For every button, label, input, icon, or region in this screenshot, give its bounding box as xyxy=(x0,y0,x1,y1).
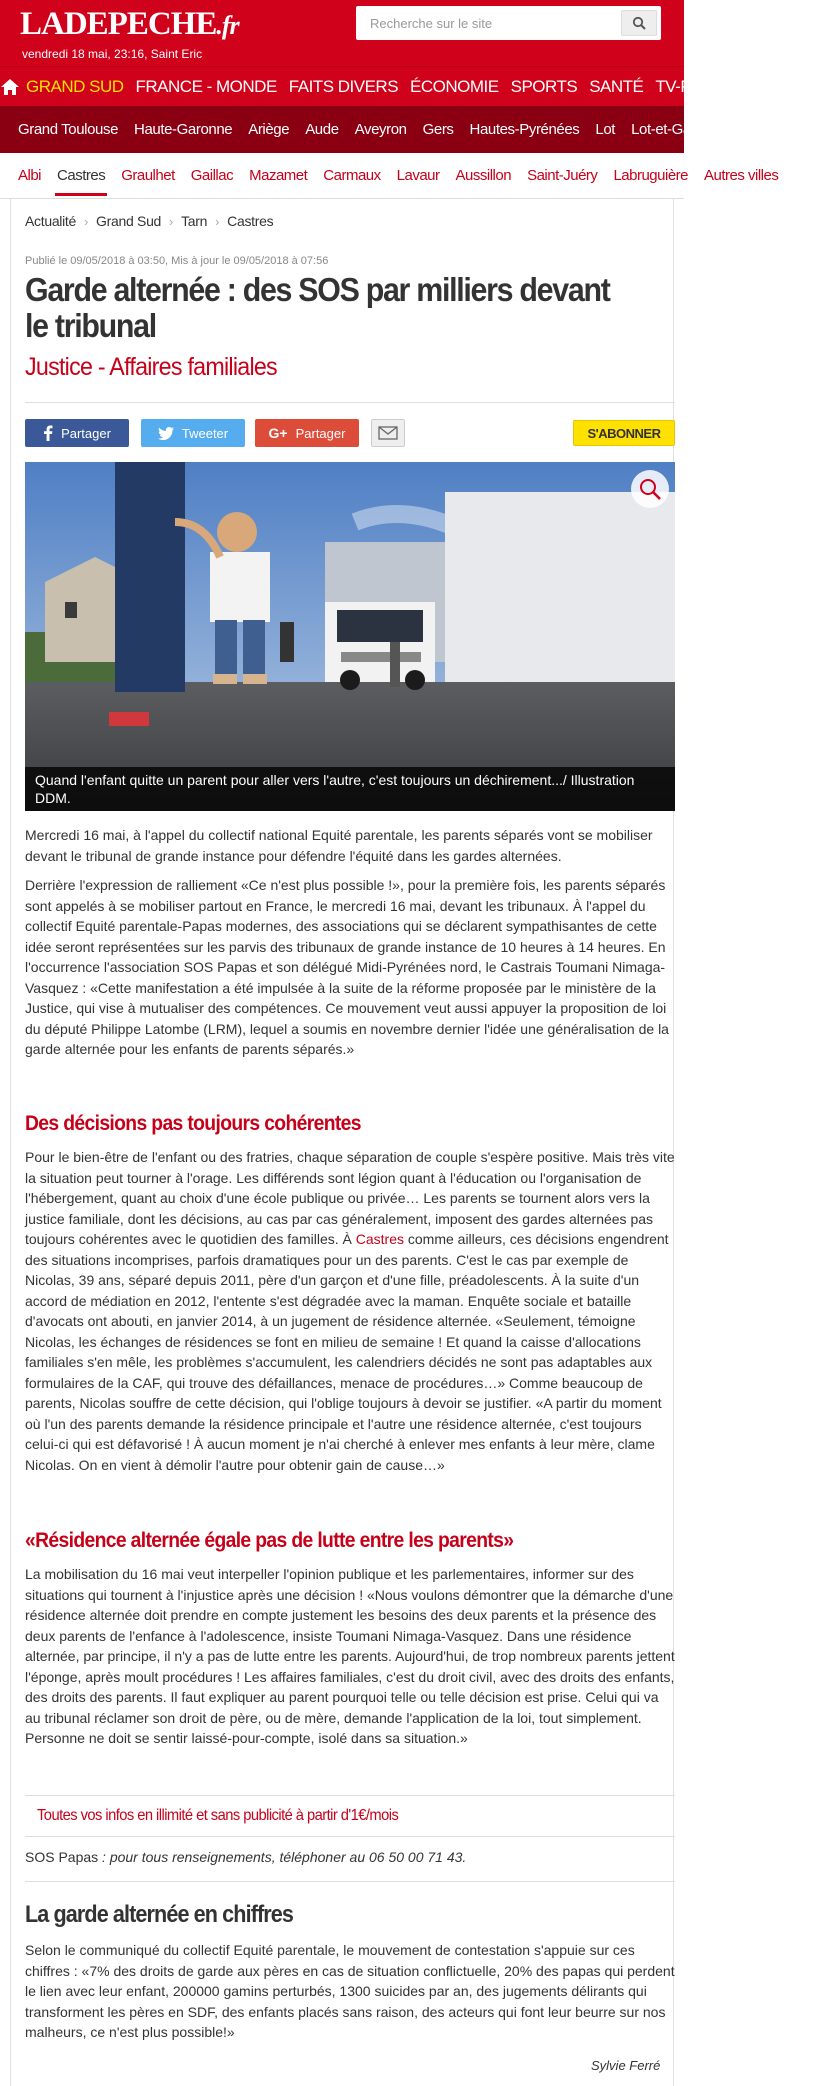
sos-label: SOS Papas xyxy=(25,1849,99,1865)
magnifier-icon xyxy=(638,477,662,501)
search-button[interactable] xyxy=(621,10,657,36)
email-share-button[interactable] xyxy=(371,419,405,447)
dept-aveyron[interactable]: Aveyron xyxy=(354,121,407,138)
nav-france-monde[interactable]: FRANCE - MONDE xyxy=(135,76,277,96)
zoom-button[interactable] xyxy=(631,470,669,508)
city-carmaux[interactable]: Carmaux xyxy=(323,166,381,184)
nav-grand-sud[interactable]: GRAND SUD xyxy=(26,76,124,96)
article-title: Garde alternée : des SOS par milliers devant le tribunal xyxy=(25,271,610,344)
paragraph-3-part-1: Pour le bien-être de l'enfant ou des fratries, chaque séparation de couple s'espère positive. Mais très vite la situation peut tourner à l'orage. Les différends sont légion quant à l'éducation ou l'organisation de l'hébergement, quant au choix d'une école publique ou privée… Les parents se tournent alors vers la justice familiale, dont les décisions, au cas par cas généralement, imposent des gardes alternées pas toujours cohérentes avec le quotidien des familles. À xyxy=(25,1149,675,1247)
google-plus-share-button[interactable] xyxy=(255,419,359,447)
dept-hautes-pyrenees[interactable]: Hautes-Pyrénées xyxy=(469,121,580,138)
department-nav xyxy=(0,106,728,153)
main-nav xyxy=(0,66,821,106)
article-container xyxy=(10,199,674,2086)
nav-sante[interactable]: SANTÉ xyxy=(589,76,644,96)
home-button[interactable] xyxy=(0,67,20,107)
article-subheading-2: «Résidence alternée égale pas de lutte entre les parents» xyxy=(25,1529,514,1552)
chevron-right-icon: › xyxy=(84,213,89,229)
city-aussillon[interactable]: Aussillon xyxy=(455,166,512,184)
dept-ariege[interactable]: Ariège xyxy=(248,121,290,138)
search-icon xyxy=(632,16,646,30)
article-paragraph-2: Derrière l'expression de ralliement «Ce n'est plus possible !», pour la première fois, les parents séparés sont appelés à se mobiliser partout en France, le mercredi 16 mai, devant les tribunaux. À l'appel du collectif Equité parentale-Papas modernes, des associations qui se déclarent sympathisantes de cette idée seront représentées sur les parvis des tribunaux de grande instance de 10 heures à 14 heures. En l'occurrence l'association SOS Papas et son délégué Midi-Pyrénées nord, le Castrais Toumani Nimaga-Vasquez : «Cette manifestation a été impulsée à la suite de la réforme proposée par le ministère de la Justice, qui vise à mutualiser des compétences. Ce mouvement veut aussi appuyer la proposition de loi du député Philippe Latombe (LRM), lequel a soumis en novembre dernier l'idée une généralisation de la garde alternée pour les enfants de parents séparés.» xyxy=(25,877,669,1057)
article-paragraph-3 xyxy=(25,1147,675,1475)
castres-link[interactable]: Castres xyxy=(355,1231,404,1247)
nav-loisirs[interactable]: LOISIRS xyxy=(757,76,821,96)
twitter-icon xyxy=(158,427,174,440)
dept-grand-toulouse[interactable]: Grand Toulouse xyxy=(18,121,119,138)
breadcrumb-castres[interactable]: Castres xyxy=(227,213,274,229)
dept-lot-et-garonne[interactable]: Lot-et-Garonne xyxy=(631,121,728,138)
photo-caption: Quand l'enfant quitte un parent pour aller vers l'autre, c'est toujours un déchirement.../ Illustration DDM. xyxy=(25,767,675,811)
city-saint-juery[interactable]: Saint-Juéry xyxy=(527,166,598,184)
facebook-icon xyxy=(43,425,53,441)
home-icon xyxy=(0,78,20,96)
city-autres-villes[interactable]: Autres villes xyxy=(704,166,779,184)
nav-economie[interactable]: ÉCONOMIE xyxy=(410,76,499,96)
sos-papas-info xyxy=(25,1849,466,1865)
google-plus-icon: G+ xyxy=(268,425,288,441)
publish-date: Publié le 09/05/2018 à 03:50, Mis à jour le 09/05/2018 à 07:56 xyxy=(25,255,329,267)
sos-contact: : pour tous renseignements, téléphoner au 06 50 00 71 43. xyxy=(98,1849,467,1865)
facebook-share-button[interactable] xyxy=(25,419,129,447)
divider xyxy=(25,1881,675,1882)
facebook-share-label: Partager xyxy=(61,425,111,441)
promo-text: Toutes vos infos en illimité et sans publicité à partir d'1€/mois xyxy=(37,1807,399,1824)
city-mazamet[interactable]: Mazamet xyxy=(249,166,308,184)
article-paragraph-1: Mercredi 16 mai, à l'appel du collectif national Equité parentale, les parents séparés vont se mobiliser devant le tribunal de grande instance pour défendre l'équité dans les gardes alternées. xyxy=(25,827,653,864)
dept-aude[interactable]: Aude xyxy=(305,121,339,138)
chevron-right-icon: › xyxy=(169,213,174,229)
site-header xyxy=(0,0,684,66)
site-logo[interactable]: LADEPECHE.fr xyxy=(20,6,239,42)
chevron-right-icon: › xyxy=(215,213,220,229)
subscribe-button[interactable]: S'ABONNER xyxy=(573,420,675,446)
article-section: Justice - Affaires familiales xyxy=(25,353,277,381)
article-photo[interactable] xyxy=(25,462,675,811)
breadcrumb-tarn[interactable]: Tarn xyxy=(181,213,208,229)
city-albi[interactable]: Albi xyxy=(18,166,42,184)
envelope-icon xyxy=(378,426,398,440)
divider xyxy=(25,402,675,403)
city-gaillac[interactable]: Gaillac xyxy=(190,166,234,184)
nav-tv-people[interactable]: TV-PEOPLE xyxy=(655,76,746,96)
figures-box-title: La garde alternée en chiffres xyxy=(25,1901,294,1928)
city-labruguiere[interactable]: Labruguière xyxy=(613,166,688,184)
photo-illustration xyxy=(25,462,675,811)
article-paragraph-4: La mobilisation du 16 mai veut interpeller l'opinion publique et les parlementaires, informer sur des situations qui tournent à l'injustice après une décision ! «Nous voulons démontrer que la démarche d'une résidence alternée doit prendre en compte justement les besoins des deux parents et la présence des deux parents de l'enfance à l'adolescence, insiste Toumani Nimaga-Vasquez. Dans une résidence alternée, par principe, il n'y a pas de lutte entre les parents. Aujourd'hui, de trop nombreux parents jettent l'éponge, après moult procédures ! Les affaires familiales, c'est du droit civil, avec des droits des enfants, des droits des parents. Il faut expliquer au parent pourquoi telle ou telle décision est prise. Celui qui va au tribunal réclamer son droit de père, ou de mère, demande l'application de la loi, tout simplement. Personne ne doit se sentir laissé-pour-compte, isolé dans sa situation.» xyxy=(25,1566,675,1746)
search-input[interactable] xyxy=(356,6,618,40)
dateline: vendredi 18 mai, 23:16, Saint Eric xyxy=(22,47,203,61)
city-lavaur[interactable]: Lavaur xyxy=(396,166,440,184)
nav-sports[interactable]: SPORTS xyxy=(510,76,578,96)
breadcrumb-actualite[interactable]: Actualité xyxy=(25,213,76,229)
dept-haute-garonne[interactable]: Haute-Garonne xyxy=(134,121,233,138)
city-graulhet[interactable]: Graulhet xyxy=(121,166,175,184)
paragraph-3-part-2: comme ailleurs, ces décisions engendrent des situations incomprises, parfois dramatiques pour un des parents. C'est le cas par exemple de Nicolas, 39 ans, séparé depuis 2011, père d'un garçon et d'une fille, préadolescents. À la suite d'un accord de médiation en 2012, l'entente s'est dégradée avec la maman. Enquête sociale et bataille d'avocats ont abouti, en janvier 2014, à un jugement de résidence alternée. «Seulement, témoigne Nicolas, les échanges de résidences se font en milieu de semaine ! Et quand la caisse d'allocations familiales s'en mêle, les problèmes s'accumulent, les calendriers décidés ne sont pas adaptables aux formulaires de la CAF, qui trouve des défaillances, menace de procédures…» Comme beaucoup de parents, Nicolas souffre de cette décision, qui l'oblige toujours à devoir se justifier. «A partir du moment où l'un des parents demande la résidence principale et l'autre une résidence alternée, c'est toujours celui-ci qui est défavorisé ! À aucun moment je n'ai cherché à enlever mes enfants à leur mère, clame Nicolas. On en vient à démolir l'autre pour obtenir gain de cause…» xyxy=(25,1231,669,1473)
dept-lot[interactable]: Lot xyxy=(595,121,616,138)
author-signature: Sylvie Ferré xyxy=(591,2058,661,2073)
dept-gers[interactable]: Gers xyxy=(422,121,454,138)
breadcrumb xyxy=(25,213,273,229)
twitter-share-button[interactable] xyxy=(141,419,245,447)
figures-box-text: Selon le communiqué du collectif Equité parentale, le mouvement de contestation s'appuie sur ces chiffres : «7% des droits de garde aux pères en cas de situation conflictuelle, 20% des papas qui perdent le lien avec leur enfant, 200000 gamins perturbés, 1300 suicides par an, des jugements délirants qui transforment les pères en SDF, des enfants placés sans raison, des acteurs qui font leur beurre sur nos malheurs, ce n'est plus possible!» xyxy=(25,1942,675,2040)
twitter-share-label: Tweeter xyxy=(181,425,229,441)
search-box xyxy=(356,6,661,40)
breadcrumb-grand-sud[interactable]: Grand Sud xyxy=(96,213,162,229)
subscription-promo[interactable] xyxy=(25,1795,675,1837)
city-nav xyxy=(0,153,779,199)
nav-faits-divers[interactable]: FAITS DIVERS xyxy=(288,76,399,96)
article-subheading-1: Des décisions pas toujours cohérentes xyxy=(25,1112,361,1135)
google-share-label: Partager xyxy=(295,425,346,441)
city-castres[interactable]: Castres xyxy=(49,153,113,199)
